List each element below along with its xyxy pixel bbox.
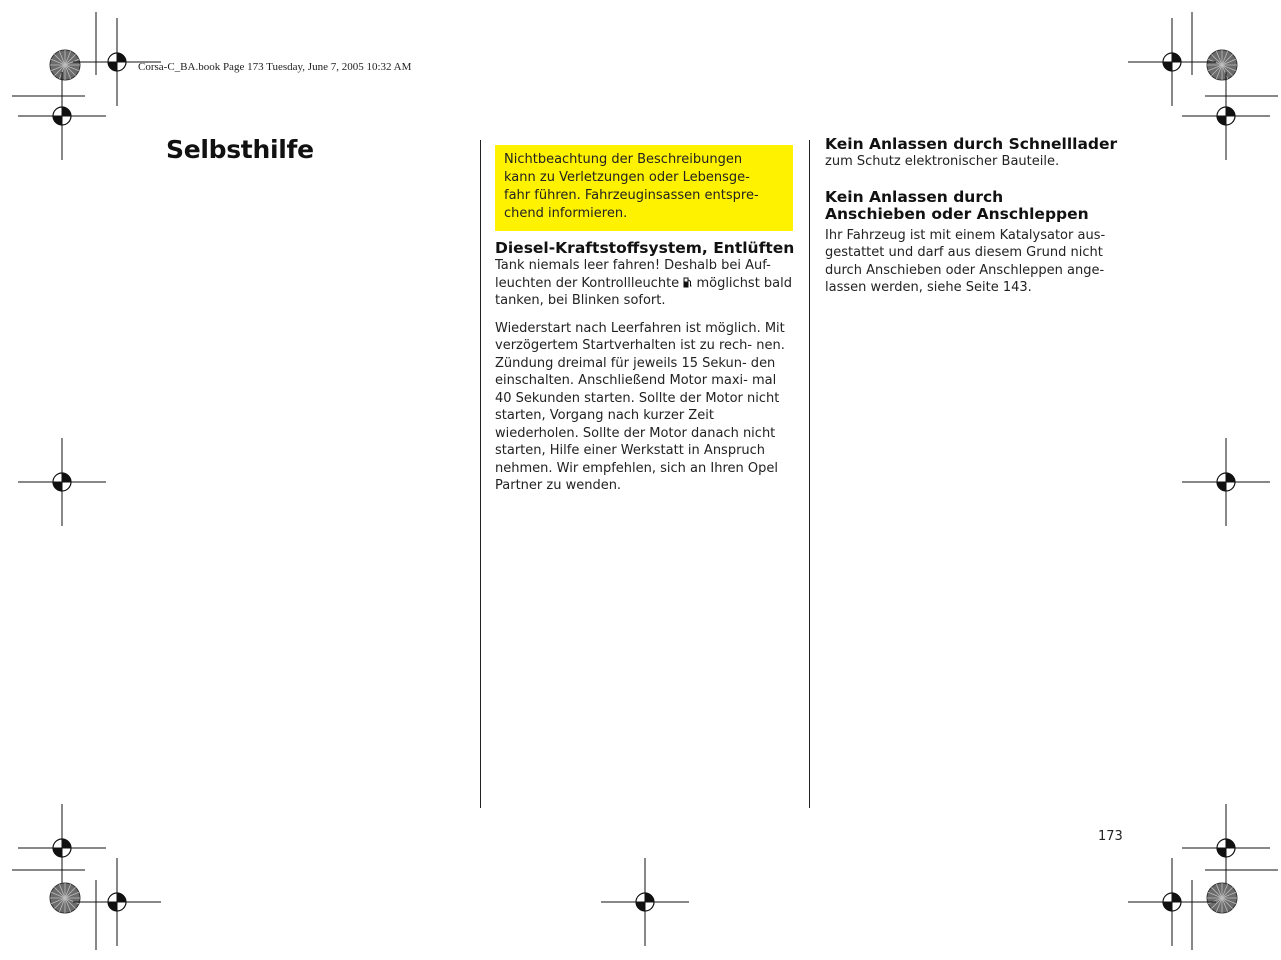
section-heading: Kein Anlassen durch Schnelllader xyxy=(825,135,1118,153)
registration-target-icon xyxy=(1128,858,1216,946)
column-divider xyxy=(809,140,810,808)
color-bar-star-icon xyxy=(1207,883,1237,913)
page-number: 173 xyxy=(1098,829,1123,844)
color-bar-star-icon xyxy=(1207,50,1237,80)
paragraph-text: Tank niemals leer fahren! Deshalb bei Auf- leuchten der Kontrollleuchte xyxy=(495,258,771,291)
chapter-title: Selbsthilfe xyxy=(166,135,314,164)
warning-box xyxy=(495,145,793,231)
heading-line: Kein Anlassen durch xyxy=(825,187,1004,206)
paragraph-text: möglichst bald tanken, bei Blinken sofort. xyxy=(495,275,793,308)
diesel-paragraph-2: Wiederstart nach Leerfahren ist möglich. Mit verzögertem Startverhalten ist zu rech- nen. Zündung dreimal für jeweils 15 Sekun- den einschalten. Anschließend Motor maxi- mal 40 Sekunden starten. Sollte der Motor nicht starten, Vorgang nach kurzer Zeit wiederholen. Sollte der Motor danach nicht starten, Hilfe einer Werkstatt in Anspruch nehmen. Wir empfehlen, sich an Ihren Opel Partner zu wenden. xyxy=(495,320,785,493)
starting-notes-column xyxy=(825,136,1125,297)
heading-line: Anschieben oder Anschleppen xyxy=(825,204,1089,223)
registration-target-icon xyxy=(18,804,106,892)
registration-target-icon xyxy=(18,438,106,526)
quick-charger-text: zum Schutz elektronischer Bauteile. xyxy=(825,154,1060,169)
registration-target-icon xyxy=(1182,72,1270,160)
color-bar-star-icon xyxy=(50,883,80,913)
registration-target-icon xyxy=(1182,804,1270,892)
column-divider xyxy=(480,140,481,808)
section-heading xyxy=(825,189,1125,223)
fuel-pump-icon xyxy=(683,277,692,288)
warning-line: Nichtbeachtung der Beschreibungen xyxy=(504,152,743,167)
warning-line: kann zu Verletzungen oder Lebensge- xyxy=(504,170,750,185)
color-bar-star-icon xyxy=(50,50,80,80)
section-heading: Diesel-Kraftstoffsystem, Entlüften xyxy=(495,239,795,257)
registration-target-icon xyxy=(73,858,161,946)
registration-target-icon xyxy=(1182,438,1270,526)
registration-target-icon xyxy=(18,72,106,160)
diesel-paragraph-1 xyxy=(495,257,795,310)
warning-line: chend informieren. xyxy=(504,206,628,221)
registration-target-icon xyxy=(1128,18,1216,106)
diesel-section xyxy=(495,240,795,495)
push-tow-text: Ihr Fahrzeug ist mit einem Katalysator aus- gestattet und darf aus diesem Grund nicht durch Anschieben oder Anschleppen ange- lassen werden, siehe Seite 143. xyxy=(825,227,1106,295)
registration-target-icon xyxy=(601,858,689,946)
warning-line: fahr führen. Fahrzeuginsassen entspre- xyxy=(504,188,759,203)
print-slug-line: Corsa-C_BA.book Page 173 Tuesday, June 7, 2005 10:32 AM xyxy=(138,61,412,73)
